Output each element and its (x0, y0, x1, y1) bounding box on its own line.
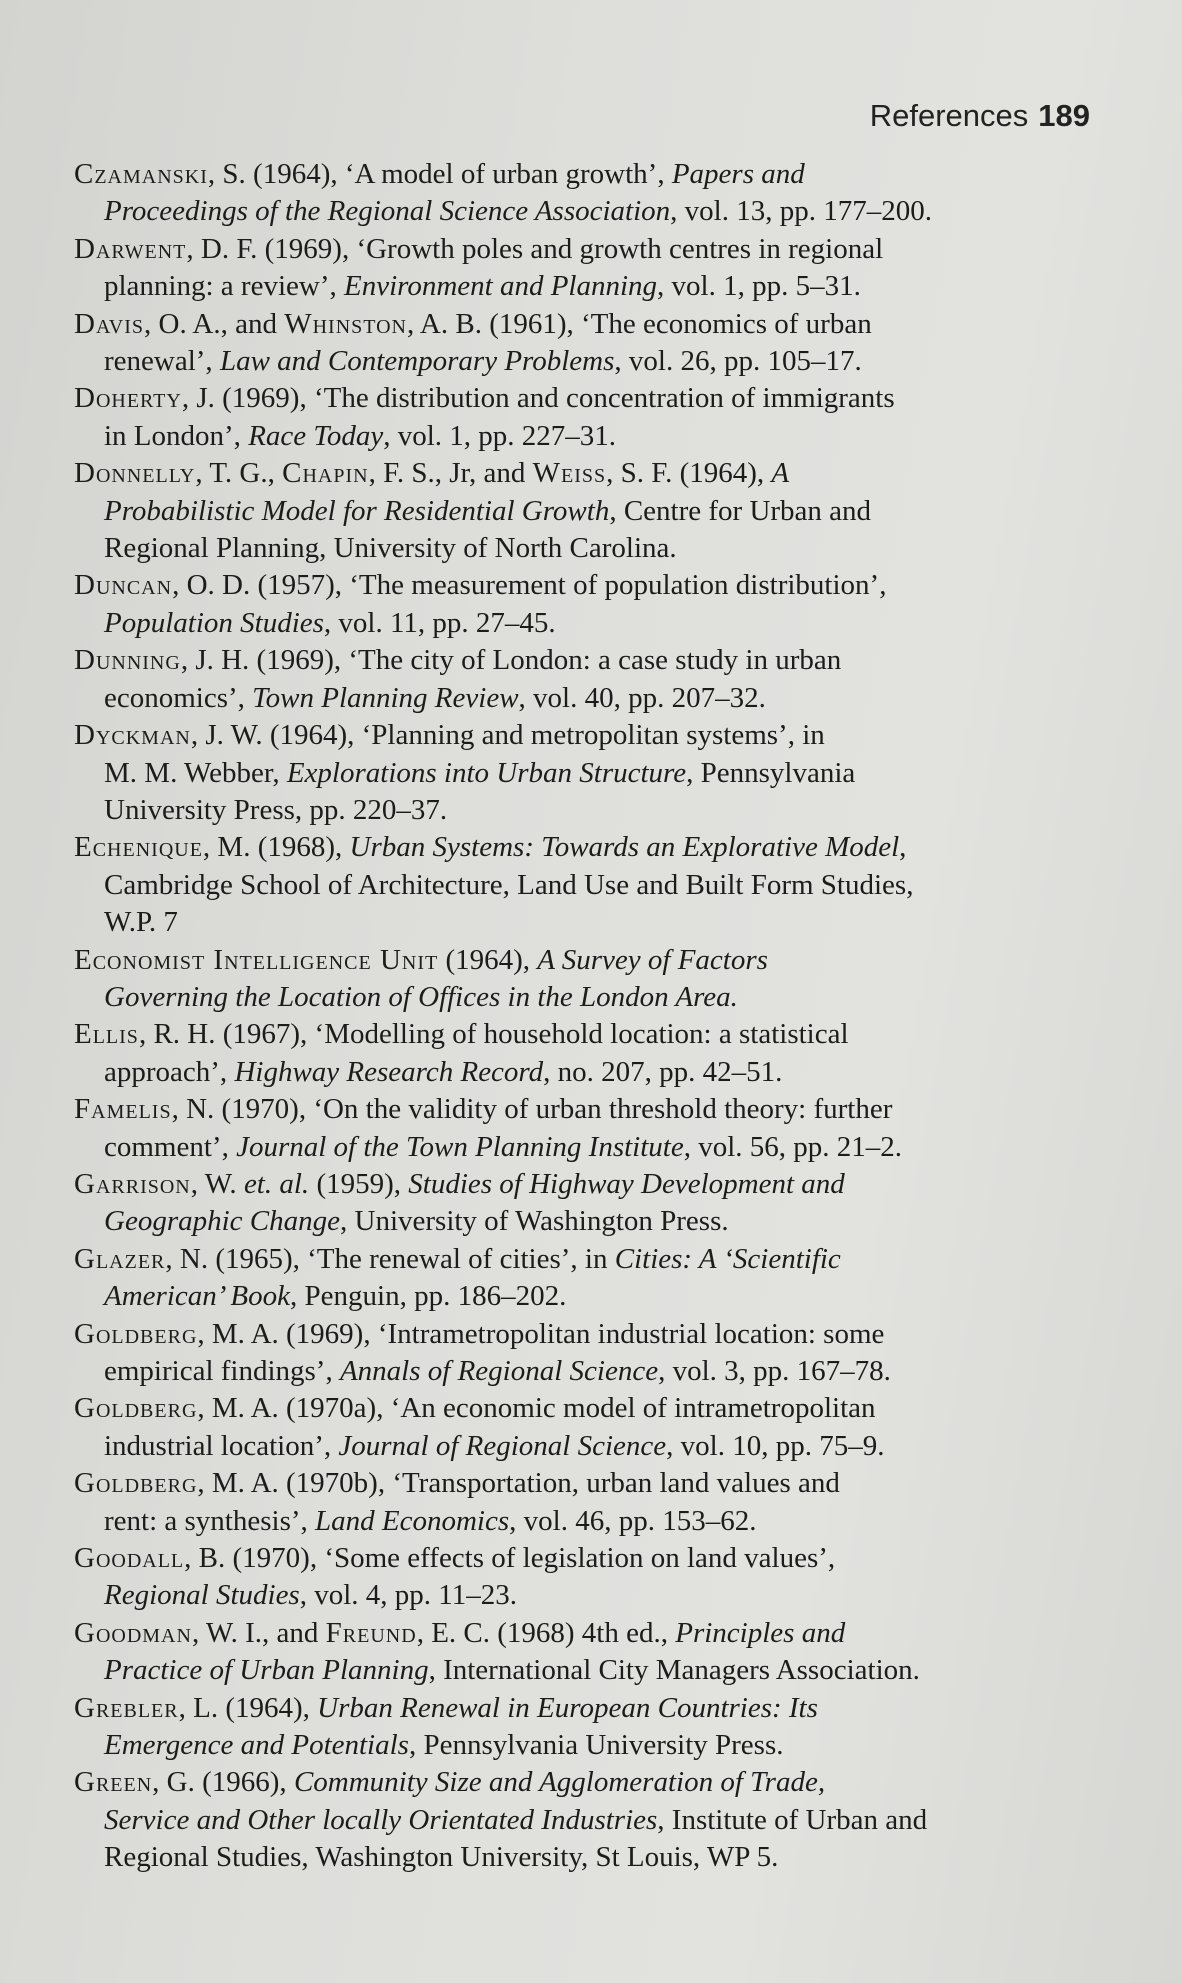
reference-entry (74, 829, 1134, 941)
reference-line (74, 979, 1134, 1016)
reference-line (74, 418, 1134, 455)
reference-text: , Pennsylvania (686, 756, 856, 789)
title-italic: Highway Research Record (234, 1055, 544, 1088)
reference-line (74, 904, 1134, 941)
reference-line (74, 605, 1134, 642)
author-name: Goldberg (74, 1467, 198, 1500)
reference-entry (74, 1316, 1134, 1391)
title-italic: Urban Renewal in European Countries: Its (317, 1691, 818, 1724)
author-name: Chapin (282, 457, 369, 490)
reference-text: , S. F. (1964), (606, 457, 772, 490)
title-italic: Cities: A ‘Scientific (614, 1242, 841, 1275)
reference-line (74, 792, 1134, 829)
author-name: Freund (325, 1616, 417, 1649)
author-name: Doherty (74, 382, 182, 415)
reference-text: M. M. Webber, (104, 756, 287, 789)
reference-entry (74, 717, 1134, 829)
author-name: Donnelly (74, 457, 196, 490)
reference-line (74, 755, 1134, 792)
reference-line (74, 1428, 1134, 1465)
reference-text: , International City Managers Association. (428, 1654, 920, 1687)
reference-text: , D. F. (1969), ‘Growth poles and growth centres in regional (186, 232, 884, 265)
author-name: Goldberg (74, 1392, 198, 1425)
reference-line (74, 1129, 1134, 1166)
title-italic: American’ Book (104, 1280, 291, 1313)
title-italic: Race Today (248, 419, 384, 452)
reference-entry (74, 306, 1134, 381)
reference-text: , vol. 4, pp. 11–23. (299, 1579, 517, 1612)
reference-line (74, 1503, 1134, 1540)
reference-entry (74, 642, 1134, 717)
title-italic: Land Economics (315, 1504, 510, 1537)
reference-line (74, 942, 1134, 979)
title-italic: A (771, 457, 790, 490)
reference-text: renewal’, (104, 345, 220, 378)
reference-line (74, 717, 1134, 754)
reference-line (74, 867, 1134, 904)
reference-line (74, 306, 1134, 343)
reference-text: , J. (1969), ‘The distribution and concentration of immigrants (181, 382, 895, 415)
author-name: Czamanski (74, 158, 208, 190)
author-name: Dunning (74, 644, 181, 677)
author-name: Weiss (532, 457, 607, 490)
reference-text: , M. (1968), (202, 831, 350, 864)
reference-line (74, 1241, 1134, 1278)
reference-line (74, 1316, 1134, 1353)
reference-text: , W. (190, 1167, 244, 1200)
author-name: Duncan (74, 569, 173, 602)
reference-text: , O. A., and (144, 307, 285, 340)
reference-text: , M. A. (1970a), ‘An economic model of intrametropolitan (197, 1392, 876, 1425)
reference-line (74, 231, 1134, 268)
reference-line (74, 1615, 1134, 1652)
page-number: 189 (1038, 98, 1090, 133)
title-italic: Environment and Planning (343, 270, 658, 303)
running-header (870, 98, 1090, 134)
title-italic: Probabilistic Model for Residential Growth (104, 494, 610, 527)
reference-text: Cambridge School of Architecture, Land Use and Built Form Studies, (104, 868, 914, 901)
reference-text: , M. A. (1969), ‘Intrametropolitan industrial location: some (197, 1317, 885, 1350)
reference-text: , S. (1964), ‘A model of urban growth’, (207, 158, 672, 190)
title-italic: Explorations into Urban Structure (286, 756, 687, 789)
author-name: Famelis (74, 1093, 172, 1126)
reference-line (74, 1390, 1134, 1427)
reference-line (74, 1839, 1134, 1876)
author-name: Goodall (74, 1542, 185, 1575)
reference-text: , vol. 1, pp. 227–31. (383, 419, 617, 452)
title-italic: et. al. (243, 1167, 310, 1200)
author-name: Ellis (74, 1018, 139, 1051)
reference-text: , vol. 10, pp. 75–9. (666, 1429, 885, 1462)
header-title: References (869, 98, 1029, 133)
reference-line (74, 156, 1134, 193)
title-italic: Regional Studies (104, 1579, 300, 1612)
reference-text: approach’, (104, 1055, 235, 1088)
reference-entry (74, 1091, 1134, 1166)
reference-entry (74, 1465, 1134, 1540)
reference-line (74, 193, 1134, 230)
reference-line (74, 1278, 1134, 1315)
title-italic: A Survey of Factors (537, 943, 768, 976)
reference-line (74, 1540, 1134, 1577)
reference-list (74, 156, 1134, 1877)
title-italic: Papers and (671, 158, 805, 190)
title-italic: Studies of Highway Development and (408, 1167, 845, 1200)
reference-entry (74, 231, 1134, 306)
reference-line (74, 455, 1134, 492)
reference-text: , R. H. (1967), ‘Modelling of household location: a statistical (138, 1018, 849, 1051)
reference-line (74, 343, 1134, 380)
reference-line (74, 642, 1134, 679)
reference-text: , no. 207, pp. 42–51. (543, 1055, 783, 1088)
title-italic: Emergence and Potentials (104, 1729, 409, 1762)
title-italic: Proceedings of the Regional Science Association (104, 195, 671, 228)
author-name: Economist Intelligence Unit (74, 943, 439, 976)
reference-line (74, 493, 1134, 530)
reference-line (74, 1652, 1134, 1689)
reference-text: , vol. 56, pp. 21–2. (683, 1130, 903, 1163)
reference-text: Regional Studies, Washington University, St Louis, WP 5. (104, 1841, 779, 1874)
reference-text: rent: a synthesis’, (104, 1504, 316, 1537)
reference-entry (74, 156, 1134, 231)
reference-line (74, 380, 1134, 417)
reference-text: , Institute of Urban and (657, 1803, 928, 1836)
reference-text: , vol. 26, pp. 105–17. (614, 345, 862, 378)
title-italic: Journal of Regional Science (338, 1429, 667, 1462)
title-italic: Community Size and Agglomeration of Trade, (293, 1766, 826, 1799)
reference-text: Regional Planning, University of North Carolina. (104, 532, 677, 565)
title-italic: Service and Other locally Orientated Industries (104, 1803, 658, 1836)
reference-text: , F. S., Jr, and (368, 457, 533, 490)
reference-line (74, 1203, 1134, 1240)
title-italic: Governing the Location of Offices in the London Area. (104, 980, 738, 1013)
reference-text: empirical findings’, (104, 1355, 340, 1387)
reference-text: , O. D. (1957), ‘The measurement of population distribution’, (172, 569, 887, 602)
reference-text: , N. (1965), ‘The renewal of cities’, in (165, 1242, 615, 1275)
reference-text: , vol. 11, pp. 27–45. (323, 606, 556, 639)
reference-text: comment’, (104, 1130, 237, 1163)
title-italic: Urban Systems: Towards an Explorative Model (349, 831, 900, 864)
reference-text: , E. C. (1968) 4th ed., (416, 1616, 676, 1649)
reference-text: (1964), (438, 943, 538, 976)
author-name: Glazer (74, 1242, 166, 1275)
reference-text: , University of Washington Press. (340, 1205, 729, 1238)
reference-line (74, 1764, 1134, 1801)
title-italic: Geographic Change (104, 1205, 340, 1238)
reference-text: planning: a review’, (104, 270, 344, 303)
reference-text: industrial location’, (104, 1429, 339, 1462)
reference-entry (74, 455, 1134, 567)
reference-text: economics’, (104, 681, 253, 714)
reference-text: in London’, (104, 419, 249, 452)
reference-line (74, 567, 1134, 604)
reference-line (74, 829, 1134, 866)
reference-entry (74, 1764, 1134, 1876)
author-name: Garrison (74, 1167, 191, 1200)
author-name: Goodman (74, 1616, 192, 1649)
reference-line (74, 1016, 1134, 1053)
reference-entry (74, 1690, 1134, 1765)
reference-entry (74, 942, 1134, 1017)
reference-text: , N. (1970), ‘On the validity of urban threshold theory: further (171, 1093, 893, 1126)
author-name: Echenique (74, 831, 203, 864)
reference-line (74, 268, 1134, 305)
title-italic: Annals of Regional Science (339, 1355, 659, 1387)
reference-entry (74, 1615, 1134, 1690)
reference-entry (74, 380, 1134, 455)
reference-text: , B. (1970), ‘Some effects of legislation on land values’, (184, 1542, 836, 1575)
author-name: Grebler (74, 1691, 179, 1724)
reference-text: W.P. 7 (104, 906, 178, 939)
title-italic: Journal of the Town Planning Institute (236, 1130, 684, 1163)
reference-text: , (899, 831, 907, 864)
reference-text: , vol. 46, pp. 153–62. (509, 1504, 757, 1537)
reference-line (74, 680, 1134, 717)
reference-entry (74, 567, 1134, 642)
author-name: Darwent (74, 232, 187, 265)
reference-text: , vol. 1, pp. 5–31. (657, 270, 861, 303)
reference-entry (74, 1241, 1134, 1316)
reference-text: , A. B. (1961), ‘The economics of urban (407, 307, 872, 340)
reference-text: , L. (1964), (178, 1691, 318, 1724)
title-italic: Practice of Urban Planning (104, 1654, 429, 1687)
reference-line (74, 1465, 1134, 1502)
reference-entry (74, 1540, 1134, 1615)
reference-line (74, 1353, 1134, 1390)
reference-text: , J. W. (1964), ‘Planning and metropolitan systems’, in (190, 719, 825, 752)
reference-text: University Press, pp. 220–37. (104, 793, 448, 826)
reference-text: , W. I., and (191, 1616, 326, 1649)
reference-line (74, 530, 1134, 567)
author-name: Goldberg (74, 1317, 198, 1350)
reference-line (74, 1166, 1134, 1203)
reference-text: , M. A. (1970b), ‘Transportation, urban land values and (197, 1467, 840, 1500)
reference-line (74, 1091, 1134, 1128)
author-name: Davis (74, 307, 145, 340)
reference-line (74, 1727, 1134, 1764)
reference-text: , J. H. (1969), ‘The city of London: a case study in urban (180, 644, 842, 677)
author-name: Whinston (284, 307, 408, 340)
reference-text: , vol. 3, pp. 167–78. (658, 1355, 891, 1387)
reference-text: , Centre for Urban and (609, 494, 872, 527)
reference-line (74, 1690, 1134, 1727)
reference-text: , T. G., (195, 457, 283, 490)
title-italic: Principles and (675, 1616, 846, 1649)
reference-text: (1959), (309, 1167, 409, 1200)
title-italic: Law and Contemporary Problems (219, 345, 615, 378)
reference-line (74, 1802, 1134, 1839)
author-name: Green (74, 1766, 153, 1799)
reference-text: , Penguin, pp. 186–202. (290, 1280, 567, 1313)
reference-line (74, 1577, 1134, 1614)
author-name: Dyckman (74, 719, 191, 752)
reference-entry (74, 1166, 1134, 1241)
reference-text: , vol. 40, pp. 207–32. (518, 681, 766, 714)
reference-text: , G. (1966), (152, 1766, 294, 1799)
title-italic: Population Studies (104, 606, 324, 639)
title-italic: Town Planning Review (252, 681, 519, 714)
reference-line (74, 1054, 1134, 1091)
reference-text: , Pennsylvania University Press. (408, 1729, 784, 1762)
reference-text: , vol. 13, pp. 177–200. (670, 195, 932, 228)
reference-entry (74, 1390, 1134, 1465)
reference-entry (74, 1016, 1134, 1091)
